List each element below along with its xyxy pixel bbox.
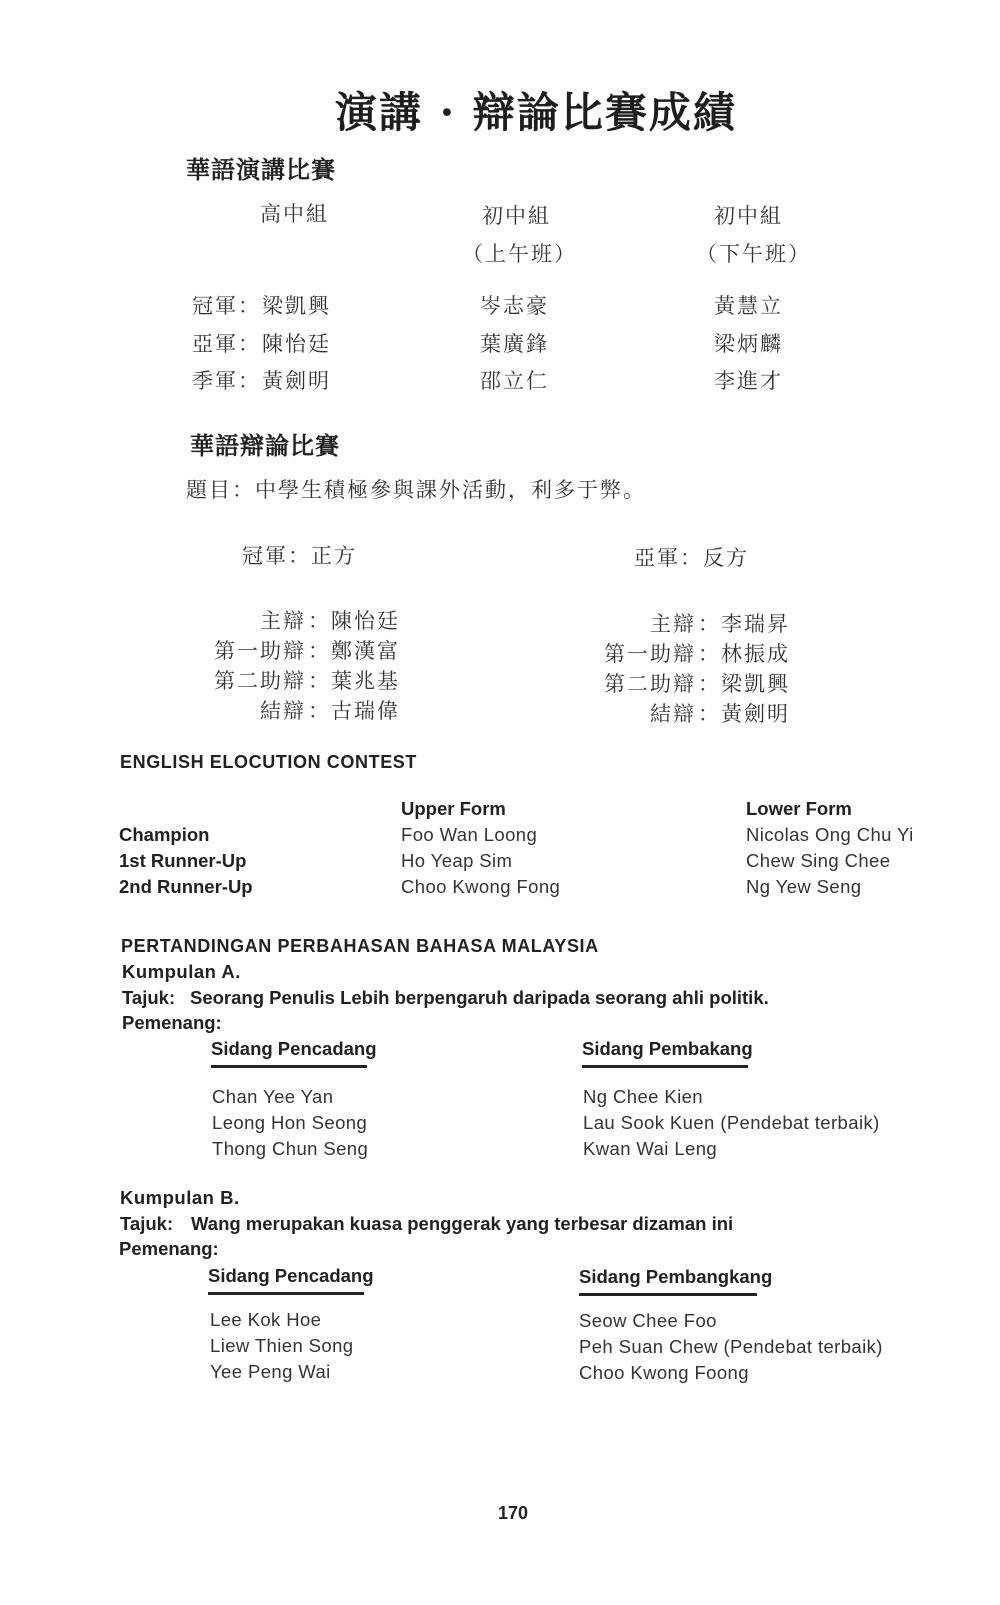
- speech-group-junior-pm-session: （下午班）: [696, 242, 811, 266]
- speech-group-senior: 高中組: [260, 202, 329, 226]
- speech-result: 邵立仁: [480, 369, 549, 393]
- elocution-rank: Champion: [119, 824, 210, 845]
- chinese-speech-heading: 華語演講比賽: [186, 155, 336, 184]
- speech-result: 梁炳麟: [714, 332, 783, 356]
- group-a-right-team: Sidang Pembakang: [582, 1038, 748, 1068]
- debate-member: ：鄭漢富: [308, 639, 400, 663]
- debate-role: 第二助辯: [214, 669, 306, 693]
- english-elocution-heading: ENGLISH ELOCUTION CONTEST: [120, 752, 418, 772]
- debate-runnerup-team: 亞軍：反方: [634, 546, 749, 570]
- group-b-topic: Wang merupakan kuasa penggerak yang terbesar dizaman ini: [191, 1213, 734, 1234]
- group-b-right-member: Peh Suan Chew (Pendebat terbaik): [579, 1336, 883, 1357]
- debate-role: 第一助辯: [214, 639, 306, 663]
- group-a-left-team: Sidang Pencadang: [211, 1038, 367, 1068]
- debate-champion-team: 冠軍：正方: [242, 544, 357, 568]
- speech-group-junior-am: 初中組: [482, 204, 551, 228]
- debate-role: 主辯: [260, 609, 306, 633]
- debate-role: 主辯: [650, 612, 696, 636]
- speech-result: 李進才: [714, 369, 783, 393]
- debate-topic: 題目：中學生積極參與課外活動，利多于弊。: [186, 478, 646, 502]
- speech-result: 黃劍明: [262, 369, 331, 393]
- debate-member: ：古瑞偉: [308, 699, 400, 723]
- elocution-upper-winner: Ho Yeap Sim: [401, 850, 513, 871]
- group-a-right-member: Kwan Wai Leng: [583, 1138, 718, 1159]
- debate-role: 第二助辯: [604, 672, 696, 696]
- debate-member: ：黃劍明: [698, 702, 790, 726]
- group-a-right-member: Ng Chee Kien: [583, 1086, 703, 1107]
- group-b-name: Kumpulan B.: [120, 1187, 240, 1208]
- elocution-upper-winner: Foo Wan Loong: [401, 824, 538, 845]
- rank-label-second-runner: 季軍：: [192, 369, 261, 393]
- chinese-debate-heading: 華語辯論比賽: [190, 431, 340, 460]
- group-b-left-team: Sidang Pencadang: [208, 1265, 364, 1295]
- page-number: 170: [498, 1503, 529, 1523]
- elocution-lower-winner: Chew Sing Chee: [746, 850, 891, 871]
- group-a-right-member: Lau Sook Kuen (Pendebat terbaik): [583, 1112, 880, 1133]
- speech-result: 梁凱興: [262, 294, 331, 318]
- speech-result: 葉廣鋒: [480, 332, 549, 356]
- group-a-left-member: Leong Hon Seong: [212, 1112, 368, 1133]
- group-a-topic-label: Tajuk:: [122, 987, 176, 1008]
- speech-group-junior-am-session: （上午班）: [462, 242, 577, 266]
- debate-member: ：梁凱興: [698, 672, 790, 696]
- column-header-lower-form: Lower Form: [746, 798, 852, 819]
- elocution-lower-winner: Nicolas Ong Chu Yi: [746, 824, 914, 845]
- page-title: 演講 · 辯論比賽成績: [335, 88, 737, 137]
- group-b-left-member: Liew Thien Song: [210, 1335, 354, 1356]
- group-b-left-member: Yee Peng Wai: [210, 1361, 331, 1382]
- group-a-winner-label: Pemenang:: [122, 1012, 222, 1033]
- rank-label-first-runner: 亞軍：: [192, 332, 261, 356]
- debate-role: 結辯: [260, 699, 306, 723]
- group-b-winner-label: Pemenang:: [119, 1238, 219, 1259]
- group-b-right-member: Seow Chee Foo: [579, 1310, 717, 1331]
- elocution-rank: 1st Runner-Up: [119, 850, 247, 871]
- debate-member: ：林振成: [698, 642, 790, 666]
- malay-debate-heading: PERTANDINGAN PERBAHASAN BAHASA MALAYSIA: [121, 936, 599, 956]
- group-b-right-member: Choo Kwong Foong: [579, 1362, 749, 1383]
- group-a-left-member: Chan Yee Yan: [212, 1086, 334, 1107]
- speech-result: 岑志豪: [480, 294, 549, 318]
- speech-result: 陳怡廷: [262, 332, 331, 356]
- group-a-name: Kumpulan A.: [122, 961, 241, 982]
- group-a-topic: Seorang Penulis Lebih berpengaruh daripada seorang ahli politik.: [190, 987, 769, 1008]
- column-header-upper-form: Upper Form: [401, 798, 506, 819]
- elocution-upper-winner: Choo Kwong Fong: [401, 876, 561, 897]
- elocution-rank: 2nd Runner-Up: [119, 876, 253, 897]
- debate-member: ：李瑞昇: [698, 612, 790, 636]
- debate-role: 第一助辯: [604, 642, 696, 666]
- group-a-left-member: Thong Chun Seng: [212, 1138, 369, 1159]
- debate-member: ：葉兆基: [308, 669, 400, 693]
- elocution-lower-winner: Ng Yew Seng: [746, 876, 862, 897]
- group-b-left-member: Lee Kok Hoe: [210, 1309, 322, 1330]
- debate-role: 結辯: [650, 702, 696, 726]
- group-b-topic-label: Tajuk:: [120, 1213, 174, 1234]
- group-b-right-team: Sidang Pembangkang: [579, 1266, 757, 1296]
- speech-result: 黃慧立: [714, 294, 783, 318]
- rank-label-champion: 冠軍：: [192, 294, 261, 318]
- speech-group-junior-pm: 初中組: [714, 204, 783, 228]
- debate-member: ：陳怡廷: [308, 609, 400, 633]
